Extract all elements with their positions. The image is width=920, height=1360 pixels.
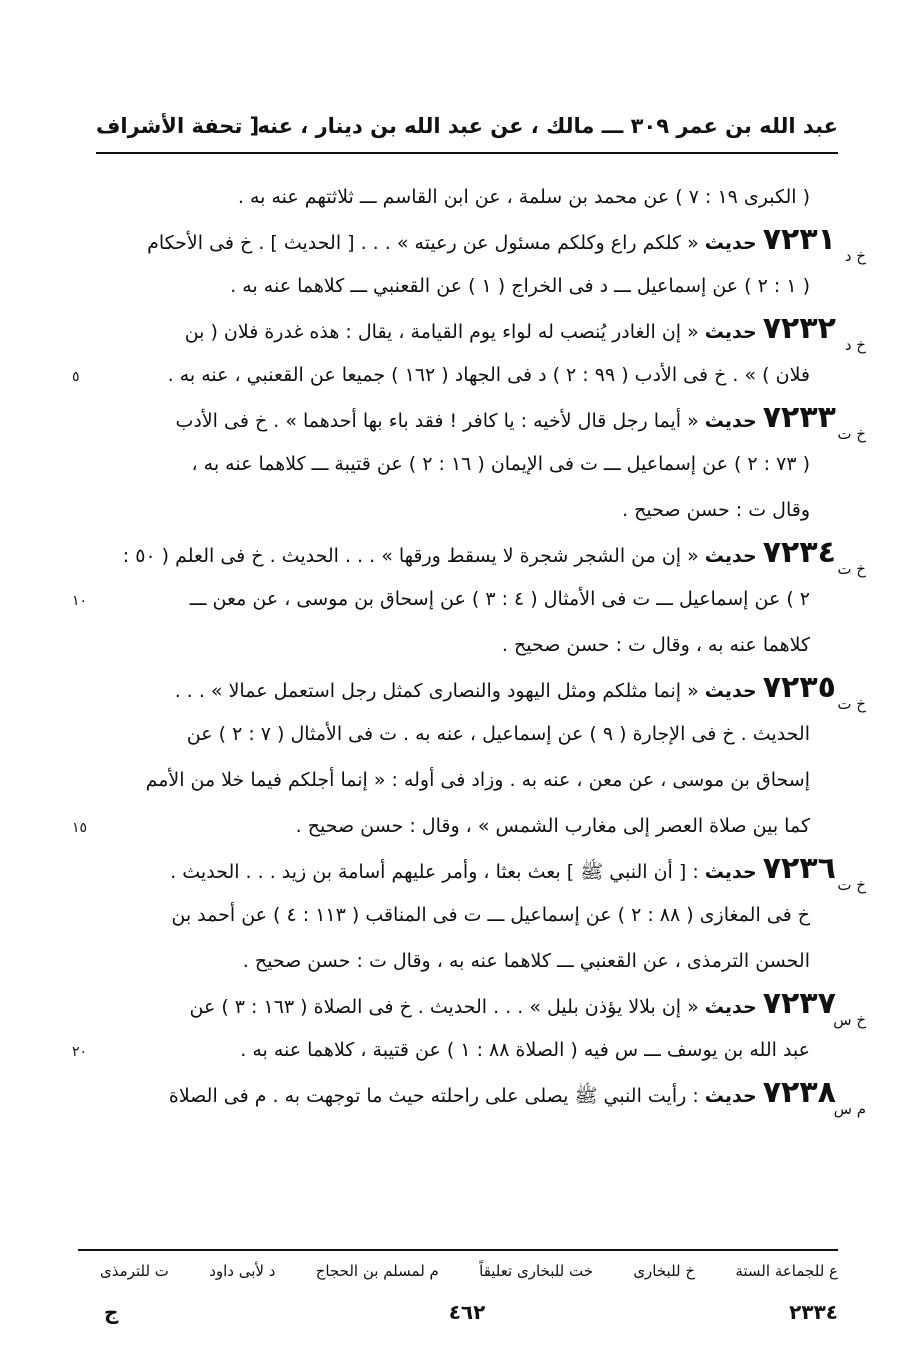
line-text: : رأيت النبي ﷺ يصلى على راحلته حيث ما توجهت به . م فى الصلاة: [168, 1085, 699, 1107]
reference-number: ٢٣٣٤: [789, 1300, 838, 1324]
line-text: « أيما رجل قال لأخيه : يا كافر ! فقد باء بها أحدهما » . خ فى الأدب: [175, 410, 699, 432]
text-line: [100, 184, 836, 210]
text-line: [100, 497, 836, 523]
hadith-entry-7231: [100, 222, 866, 265]
line-text: ( ١ : ٢ ) عن إسماعيل ـــ د فى الخراج ( ١ ) عن القعنبي ـــ كلاهما عنه به .: [230, 275, 810, 297]
hadith-entry-7233: [100, 400, 866, 443]
running-header: [96, 108, 838, 148]
page-number: ٤٦٢: [448, 1300, 486, 1324]
margin-sigla: خ ت: [837, 425, 866, 443]
margin-sigla: خ ت: [837, 695, 866, 713]
text-line: [72, 813, 836, 839]
line-text: ( ٧٣ : ٢ ) عن إسماعيل ـــ ت فى الإيمان ( ١٦ : ٢ ) عن قتيبة ـــ كلاهما عنه به ،: [191, 453, 810, 475]
line-text: : [ أن النبي ﷺ ] بعث بعثا ، وأمر عليهم أسامة بن زيد . . . الحديث .: [170, 861, 699, 883]
text-line: [72, 362, 836, 388]
line-number: ١٥: [72, 820, 88, 836]
line-text: خ فى المغازى ( ٨٨ : ٢ ) عن إسماعيل ـــ ت فى المناقب ( ١١٣ : ٤ ) عن أحمد بن: [171, 904, 810, 926]
signature-mark: ج: [104, 1300, 119, 1324]
footnote-rule: [78, 1249, 838, 1251]
line-text: إسحاق بن موسى ، عن معن ، عنه به . وزاد فى أوله : « إنما أجلكم فيما خلا من الأمم: [145, 769, 810, 791]
line-number: ٥: [72, 369, 80, 385]
text-line: [100, 632, 836, 658]
text-line: [100, 721, 836, 747]
sigla-key-item: م لمسلم بن الحجاج: [315, 1262, 439, 1280]
margin-sigla: خ س: [833, 1011, 866, 1029]
page-body: [72, 184, 866, 1118]
sigla-key-item: ت للترمذى: [100, 1262, 169, 1280]
sigla-key-item: خ للبخارى: [633, 1262, 696, 1280]
sigla-key: [100, 1262, 838, 1280]
line-text: كما بين صلاة العصر إلى مغارب الشمس » ، وقال : حسن صحيح .: [295, 815, 810, 837]
hadith-keyword: حديث: [704, 996, 757, 1018]
text-line: [72, 1037, 836, 1063]
hadith-number: ٧٢٣٢: [762, 311, 836, 346]
margin-sigla: خ ت: [837, 876, 866, 894]
hadith-entry-7237: [100, 986, 866, 1029]
text-line: [100, 948, 836, 974]
margin-sigla: خ د: [844, 247, 866, 265]
hadith-entry-7232: [100, 311, 866, 354]
hadith-number: ٧٢٣٧: [762, 986, 836, 1021]
hadith-entry-7238: [100, 1075, 866, 1118]
hadith-number: ٧٢٣٨: [762, 1075, 836, 1110]
hadith-number: ٧٢٣٥: [762, 670, 836, 705]
line-text: « إنما مثلكم ومثل اليهود والنصارى كمثل رجل استعمل عمالا » . . .: [174, 680, 699, 702]
header-book-title: [ تحفة الأشراف: [96, 114, 260, 138]
sigla-key-item: د لأبى داود: [209, 1262, 276, 1280]
text-line: [100, 273, 836, 299]
hadith-number: ٧٢٣١: [762, 222, 836, 257]
sigla-key-item: خت للبخارى تعليقاً: [479, 1262, 594, 1280]
hadith-keyword: حديث: [704, 545, 757, 567]
hadith-keyword: حديث: [704, 410, 757, 432]
hadith-number: ٧٢٣٤: [762, 535, 836, 570]
margin-sigla: م س: [833, 1100, 866, 1118]
line-number: ٢٠: [72, 1044, 88, 1060]
hadith-entry-7234: [100, 535, 866, 578]
text-line: [100, 902, 836, 928]
sigla-key-item: ع للجماعة الستة: [735, 1262, 838, 1280]
hadith-keyword: حديث: [704, 232, 757, 254]
hadith-keyword: حديث: [704, 680, 757, 702]
hadith-entry-7235: [100, 670, 866, 713]
page-footer: [96, 1300, 838, 1330]
header-rule: [96, 152, 838, 154]
line-text: وقال ت : حسن صحيح .: [622, 499, 810, 521]
line-text: « إن الغادر يُنصب له لواء يوم القيامة ، يقال : هذه غدرة فلان ( بن: [184, 321, 699, 343]
hadith-keyword: حديث: [704, 321, 757, 343]
line-text: « إن من الشجر شجرة لا يسقط ورقها » . . . الحديث . خ فى العلم ( ٥٠ :: [122, 545, 699, 567]
line-text: ( الكبرى ١٩ : ٧ ) عن محمد بن سلمة ، عن ابن القاسم ـــ ثلاثتهم عنه به .: [237, 186, 810, 208]
margin-sigla: خ د: [844, 336, 866, 354]
line-text: الحديث . خ فى الإجارة ( ٩ ) عن إسماعيل ، عنه به . ت فى الأمثال ( ٧ : ٢ ) عن: [186, 723, 810, 745]
hadith-entry-7236: [100, 851, 866, 894]
line-text: « إن بلالا يؤذن بليل » . . . الحديث . خ فى الصلاة ( ١٦٣ : ٣ ) عن: [189, 996, 699, 1018]
text-line: [72, 586, 836, 612]
line-text: عبد الله بن يوسف ـــ س فيه ( الصلاة ٨٨ : ١ ) عن قتيبة ، كلاهما عنه به .: [240, 1039, 810, 1061]
hadith-keyword: حديث: [704, 1085, 757, 1107]
margin-sigla: خ ت: [837, 560, 866, 578]
line-text: « كلكم راع وكلكم مسئول عن رعيته » . . . [ الحديث ] . خ فى الأحكام: [147, 232, 699, 254]
line-number: ١٠: [72, 593, 88, 609]
line-text: فلان ) » . خ فى الأدب ( ٩٩ : ٢ ) د فى الجهاد ( ١٦٢ ) جميعا عن القعنبي ، عنه به .: [167, 364, 810, 386]
text-line: [100, 767, 836, 793]
header-chapter: عبد الله بن عمر ٣٠٩ ـــ مالك ، عن عبد الله بن دينار ، عنه: [257, 114, 838, 138]
hadith-number: ٧٢٣٦: [762, 851, 836, 886]
hadith-keyword: حديث: [704, 861, 757, 883]
hadith-number: ٧٢٣٣: [762, 400, 836, 435]
line-text: كلاهما عنه به ، وقال ت : حسن صحيح .: [501, 634, 810, 656]
text-line: [100, 451, 836, 477]
line-text: الحسن الترمذى ، عن القعنبي ـــ كلاهما عنه به ، وقال ت : حسن صحيح .: [242, 950, 810, 972]
line-text: ٢ ) عن إسماعيل ـــ ت فى الأمثال ( ٤ : ٣ ) عن إسحاق بن موسى ، عن معن ـــ: [189, 588, 810, 610]
